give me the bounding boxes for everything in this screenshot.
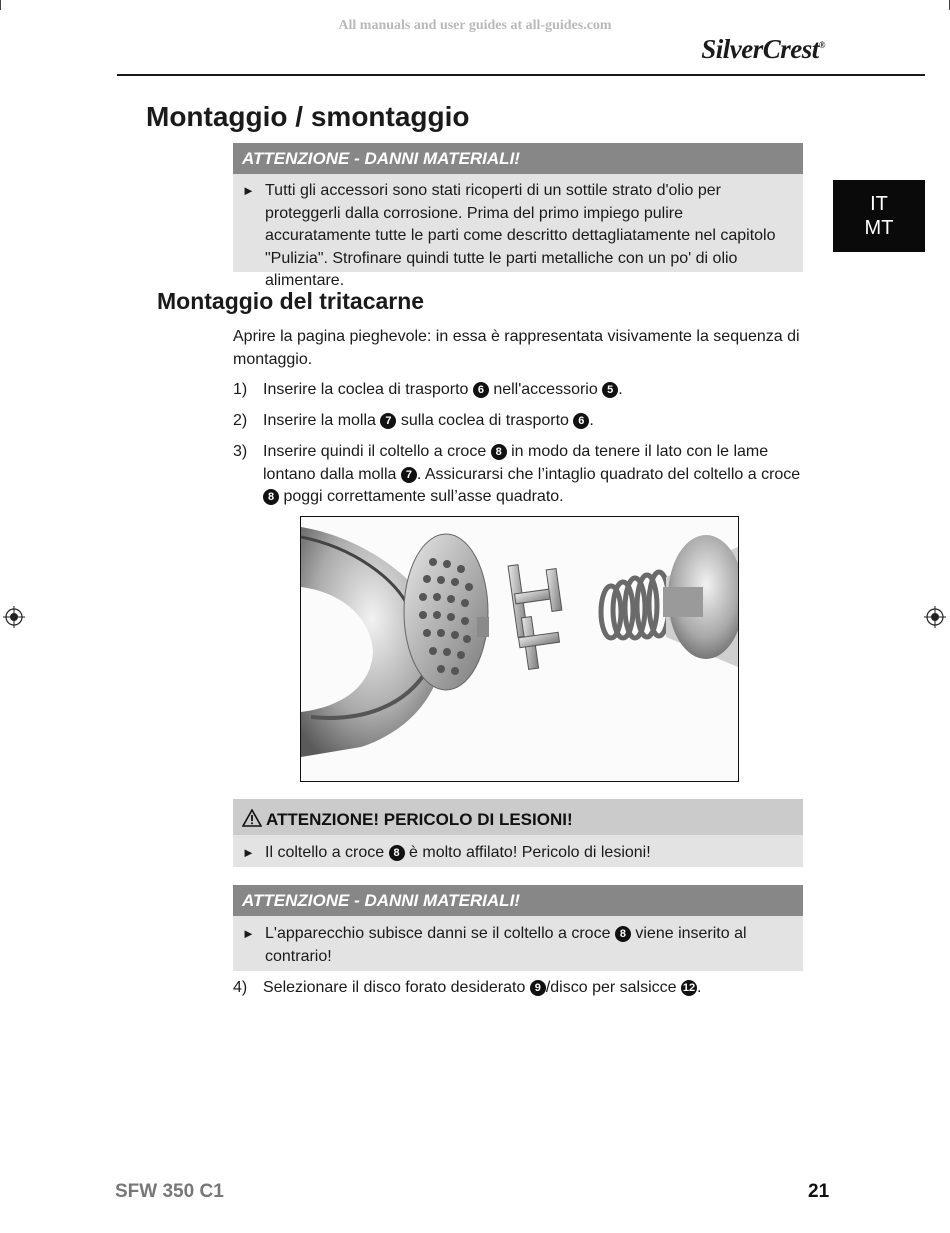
brand-logo [701, 34, 825, 65]
language-tab [833, 180, 925, 252]
step-2 [233, 410, 803, 433]
step-number: 4) [233, 979, 248, 996]
language-code-mt: MT [864, 217, 894, 239]
registration-mark-icon [3, 606, 25, 628]
footer-model: SFW 350 C1 [115, 1181, 224, 1202]
warning-triangle-icon [242, 809, 262, 827]
part-number-badge: 8 [615, 926, 631, 942]
part-number-badge: 8 [389, 845, 405, 861]
part-number-badge: 9 [530, 980, 546, 996]
part-number-badge: 7 [401, 467, 417, 483]
part-number-badge: 6 [573, 413, 589, 429]
meat-grinder-parts-illustration [301, 517, 738, 781]
notice-heading: ATTENZIONE - DANNI MATERIALI! [233, 885, 803, 916]
arrow-bullet-icon: ► [242, 845, 255, 860]
header-rule [117, 74, 925, 76]
step-text: Inserire la coclea di trasporto 6 nell'accessorio 5 . [263, 381, 623, 398]
registration-mark-icon [924, 606, 946, 628]
step-number: 1) [233, 381, 248, 398]
step-3 [233, 441, 803, 509]
language-code-it: IT [870, 193, 888, 215]
watermark: All manuals and user guides at all-guides.com [338, 18, 612, 33]
notice-item [233, 916, 803, 972]
step-text: Inserire la molla 7 sulla coclea di trasporto 6 . [263, 412, 594, 429]
notice-material-damage-2 [233, 885, 803, 971]
step-text: Selezionare il disco forato desiderato 9 /disco per salsicce 12 . [263, 979, 702, 996]
notice-material-damage-1 [233, 143, 803, 289]
warning-heading-row [233, 799, 803, 835]
part-number-badge: 7 [380, 413, 396, 429]
part-number-badge: 5 [602, 382, 618, 398]
brand-mark: ® [818, 40, 825, 50]
notice-text: L'apparecchio subisce danni se il coltello a croce 8 viene inserito al contrario! [265, 925, 747, 965]
part-number-badge: 8 [263, 489, 279, 505]
warning-injury [233, 799, 803, 867]
warning-item [233, 835, 803, 869]
intro-paragraph: Aprire la pagina pieghevole: in essa è rappresentata visivamente la sequenza di montaggio. [233, 328, 800, 368]
part-number-badge: 8 [491, 444, 507, 460]
part-number-badge: 12 [682, 982, 696, 994]
assembly-photo [300, 516, 739, 782]
step-number: 3) [233, 443, 248, 460]
notice-heading: ATTENZIONE - DANNI MATERIALI! [233, 143, 803, 174]
section-title: Montaggio del tritacarne [157, 288, 425, 314]
part-number-badge: 6 [473, 382, 489, 398]
step-1 [233, 379, 803, 402]
notice-text: Tutti gli accessori sono stati ricoperti di un sottile strato d'olio per proteggerli dalla corrosione. Prima del primo impiego pulire accuratamente tutte le parti come descritto dettagliatamente nel capitolo "Pulizia". Strofinare quindi tutte le parti metalliche con un po' di olio alimentare. [265, 182, 776, 289]
arrow-bullet-icon: ► [242, 183, 255, 198]
page-number: 21 [808, 1181, 830, 1202]
page-title: Montaggio / smontaggio [146, 101, 470, 132]
step-number: 2) [233, 412, 248, 429]
warning-heading: ATTENZIONE! PERICOLO DI LESIONI! [266, 810, 573, 829]
notice-item [233, 174, 803, 297]
step-4 [233, 977, 803, 1000]
warning-text: Il coltello a croce 8 è molto affilato! Pericolo di lesioni! [265, 844, 651, 861]
step-text: Inserire quindi il coltello a croce 8 in modo da tenere il lato con le lame lontano dalla molla 7 . Assicurarsi che l’intaglio quadrato del coltello a croce 8 poggi correttamente sull’asse quadrato. [263, 443, 801, 505]
crop-mark [0, 0, 1, 10]
brand-name: SilverCrest [701, 34, 819, 64]
arrow-bullet-icon: ► [242, 926, 255, 941]
